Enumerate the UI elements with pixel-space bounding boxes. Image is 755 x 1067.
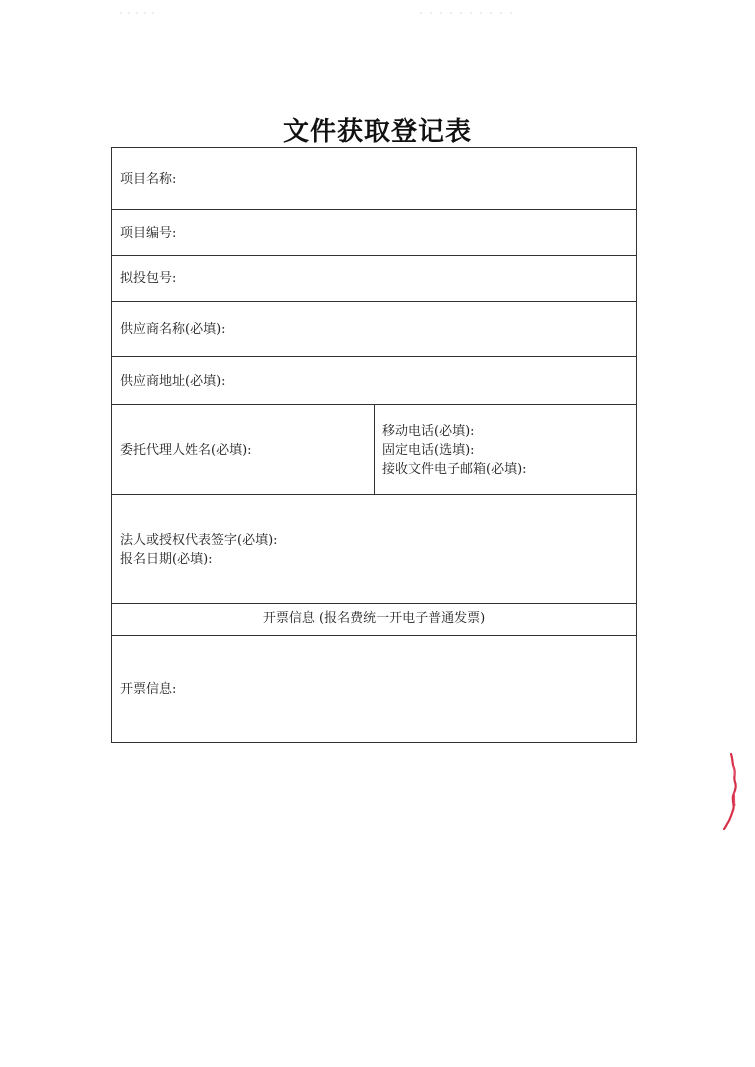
email-field[interactable]: 接收文件电子邮箱(必填): bbox=[382, 462, 527, 477]
row-divider bbox=[112, 209, 636, 210]
invoice-info-field[interactable]: 开票信息: bbox=[120, 682, 177, 697]
package-number-field[interactable]: 拟投包号: bbox=[120, 271, 177, 286]
supplier-address-field[interactable]: 供应商地址(必填): bbox=[120, 374, 226, 389]
row-divider bbox=[112, 603, 636, 604]
page-title: 文件获取登记表 bbox=[282, 117, 472, 147]
row-divider bbox=[112, 635, 636, 636]
row-divider bbox=[112, 255, 636, 256]
agent-name-field[interactable]: 委托代理人姓名(必填): bbox=[120, 443, 252, 458]
row-divider bbox=[112, 301, 636, 302]
register-date-field[interactable]: 报名日期(必填): bbox=[120, 552, 213, 567]
signature-field[interactable]: 法人或授权代表签字(必填): bbox=[120, 533, 278, 548]
landline-phone-field[interactable]: 固定电话(选填): bbox=[382, 443, 475, 458]
scan-edge-marks bbox=[0, 0, 755, 3]
invoice-section-header: 开票信息 (报名费统一开电子普通发票) bbox=[262, 611, 486, 626]
supplier-name-field[interactable]: 供应商名称(必填): bbox=[120, 322, 226, 337]
row-divider bbox=[112, 494, 636, 495]
project-name-field[interactable]: 项目名称: bbox=[120, 172, 177, 187]
mobile-phone-field[interactable]: 移动电话(必填): bbox=[382, 424, 475, 439]
project-number-field[interactable]: 项目编号: bbox=[120, 226, 177, 241]
column-divider bbox=[374, 404, 375, 494]
row-divider bbox=[112, 356, 636, 357]
registration-form-table bbox=[111, 147, 637, 743]
red-seal-edge bbox=[722, 752, 740, 830]
